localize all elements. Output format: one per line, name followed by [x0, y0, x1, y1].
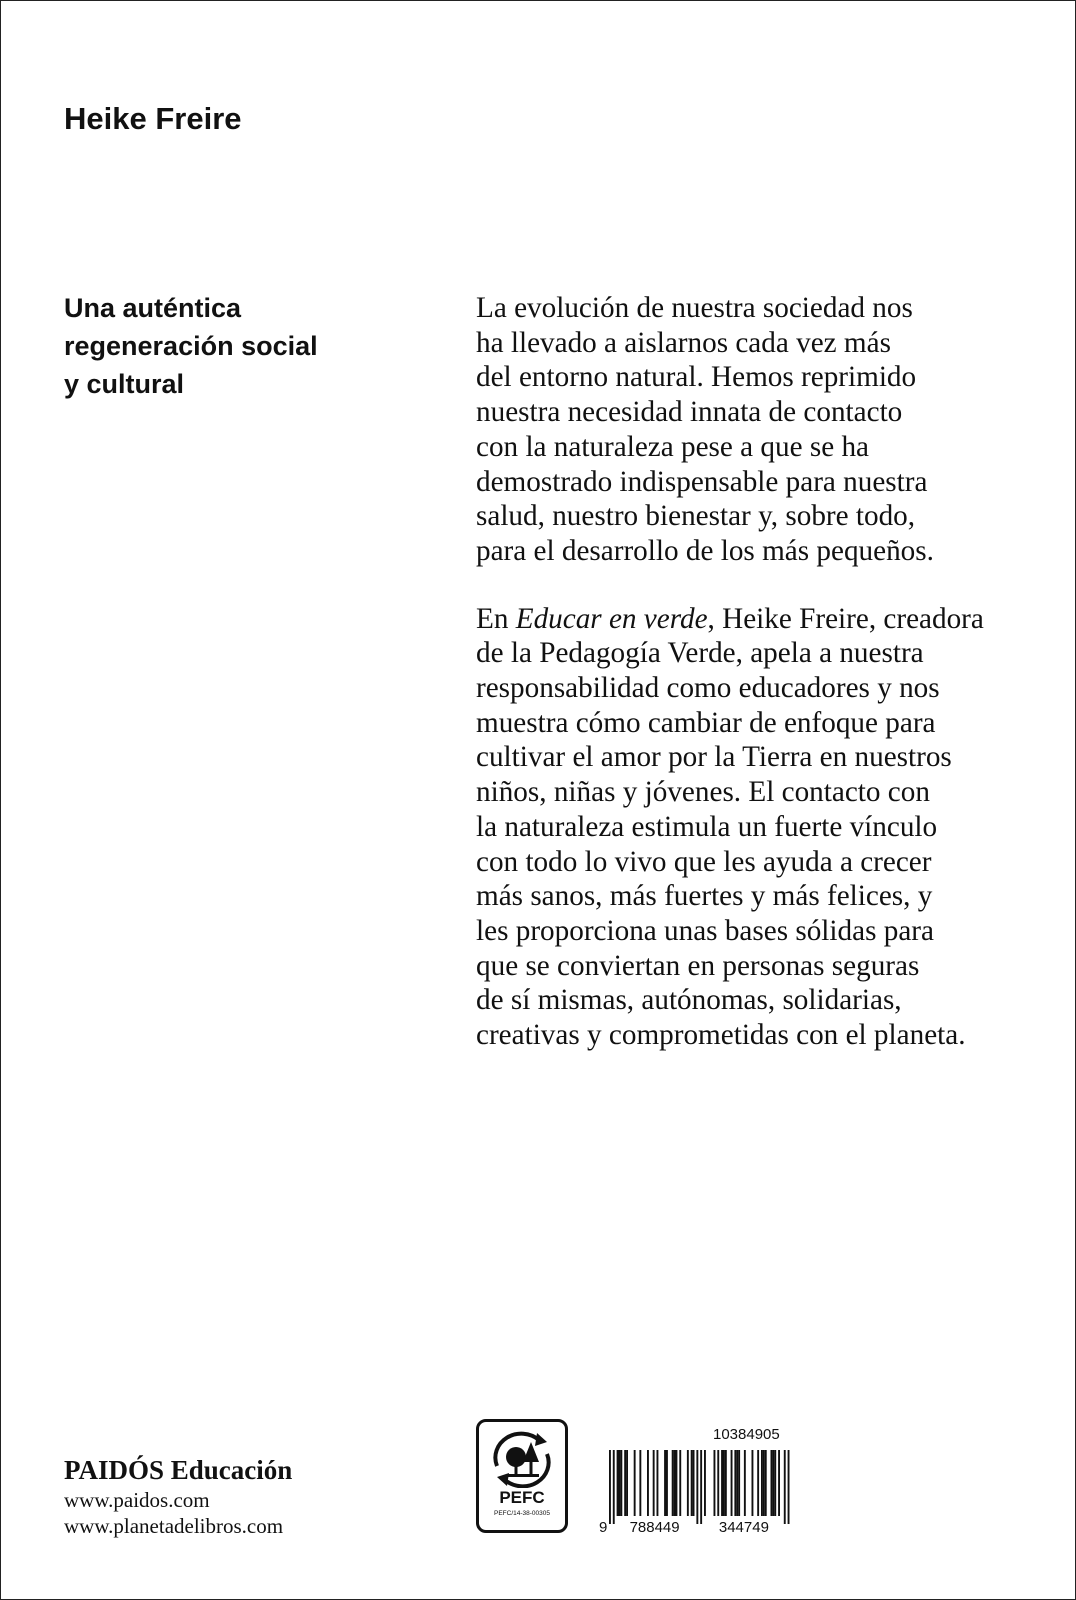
blurb-line: con todo lo vivo que les ayuda a crecer: [476, 845, 932, 878]
barcode-bar: [613, 1450, 615, 1524]
barcode-bar: [674, 1450, 676, 1516]
tagline-line: Una auténtica: [64, 293, 242, 323]
blurb-line: muestra cómo cambiar de enfoque para: [476, 706, 936, 739]
blurb-line: de la Pedagogía Verde, apela a nuestra: [476, 637, 924, 670]
book-title: Educar en verde: [515, 602, 708, 635]
tagline-line: y cultural: [64, 369, 185, 399]
barcode-bar: [704, 1450, 706, 1516]
barcode-bar: [757, 1450, 759, 1516]
barcode-bar: [717, 1450, 719, 1516]
barcode-bar: [687, 1450, 689, 1516]
barcode-bar: [696, 1450, 698, 1524]
blurb-line: responsabilidad como educadores y nos: [476, 672, 940, 705]
barcode-bar: [723, 1450, 725, 1516]
publisher-url: www.planetadelibros.com: [64, 1514, 284, 1538]
barcode-bar: [778, 1450, 780, 1516]
barcode-bar: [664, 1450, 666, 1516]
blurb-line: [476, 602, 1036, 637]
barcode-digits: 344749: [718, 1519, 769, 1536]
barcode-bar: [672, 1450, 674, 1516]
blurb-line: La evolución de nuestra sociedad nos: [476, 292, 913, 324]
blurb-line: creativas y comprometidas con el planeta.: [476, 1019, 966, 1052]
barcode-bar: [714, 1450, 716, 1516]
barcode-bar: [639, 1450, 641, 1516]
barcode-bar: [700, 1450, 702, 1524]
blurb-line: del entorno natural. Hemos reprimido: [476, 361, 917, 394]
barcode-bar: [624, 1450, 626, 1516]
blurb-line: cultivar el amor por la Tierra en nuestros: [476, 741, 952, 774]
barcode-bar: [784, 1450, 786, 1524]
barcode-digits: 9: [599, 1519, 608, 1536]
tagline-line: regeneración social: [64, 331, 318, 361]
barcode-bar: [774, 1450, 776, 1516]
blurb-line: para el desarrollo de los más pequeños.: [476, 534, 934, 567]
barcode-bar: [647, 1450, 649, 1516]
publisher-imprint: PAIDÓS Educación: [64, 1455, 293, 1485]
barcode-bar: [609, 1450, 611, 1524]
barcode-bar: [744, 1450, 746, 1516]
blurb-suffix: , Heike Freire, creadora: [707, 602, 984, 635]
blurb-line: nuestra necesidad innata de contacto: [476, 396, 903, 429]
blurb-line: salud, nuestro bienestar y, sobre todo,: [476, 500, 916, 533]
blurb-line: les proporciona unas bases sólidas para: [476, 914, 934, 947]
barcode-bar: [761, 1450, 763, 1516]
blurb-line: más sanos, más fuertes y más felices, y: [476, 880, 933, 913]
author-name: Heike Freire: [64, 101, 242, 136]
barcode-bar: [721, 1450, 723, 1516]
barcode-bar: [676, 1450, 678, 1516]
publisher-info: [64, 1453, 292, 1539]
blurb-line: la naturaleza estimula un fuerte vínculo: [476, 810, 938, 843]
barcode-bar: [738, 1450, 740, 1516]
blurb-paragraph-2: [476, 602, 1036, 1053]
barcode-bar: [763, 1450, 765, 1516]
barcode-bar: [619, 1450, 621, 1516]
blurb-line: que se conviertan en personas seguras: [476, 949, 920, 982]
barcode-bar: [731, 1450, 733, 1516]
barcode-bar: [666, 1450, 668, 1516]
pefc-label: PEFC: [499, 1488, 545, 1507]
blurb-line: demostrado indispensable para nuestra: [476, 465, 928, 498]
pefc-certification-logo: [476, 1419, 568, 1533]
isbn-barcode: [597, 1446, 791, 1536]
blurb-line: niños, niñas y jóvenes. El contacto con: [476, 776, 930, 809]
barcode-bar: [725, 1450, 727, 1516]
barcode-bar: [617, 1450, 619, 1516]
barcode-bar: [771, 1450, 773, 1516]
publisher-url: www.paidos.com: [64, 1488, 210, 1512]
barcode-bar: [736, 1450, 738, 1516]
barcode-bar: [788, 1450, 790, 1524]
barcode-bar: [679, 1450, 681, 1516]
barcode-bars: [597, 1446, 791, 1536]
barcode-bar: [657, 1450, 659, 1516]
barcode-bar: [653, 1450, 655, 1516]
barcode-bar: [634, 1450, 636, 1516]
blurb-line: con la naturaleza pese a que se ha: [476, 430, 870, 463]
barcode-bar: [772, 1450, 774, 1516]
pefc-tree-icon: [489, 1430, 555, 1488]
barcode-bar: [752, 1450, 754, 1516]
barcode-bar: [734, 1450, 736, 1516]
barcode-bar: [765, 1450, 767, 1516]
blurb-prefix: En: [476, 602, 516, 635]
blurb-text: [476, 291, 1036, 1053]
blurb-paragraph-1: [476, 291, 1036, 569]
blurb-line: ha llevado a aislarnos cada vez más: [476, 326, 891, 359]
pefc-code: PEFC/14-38-00305: [493, 1510, 550, 1517]
tagline: [64, 289, 394, 403]
barcode-bar: [693, 1450, 695, 1516]
reference-number: 10384905: [713, 1426, 780, 1443]
barcode-bar: [626, 1450, 628, 1516]
blurb-line: de sí mismas, autónomas, solidarias,: [476, 984, 902, 1017]
barcode-digits: 788449: [629, 1519, 680, 1536]
barcode-bar: [620, 1450, 622, 1516]
barcode-bar: [691, 1450, 693, 1516]
